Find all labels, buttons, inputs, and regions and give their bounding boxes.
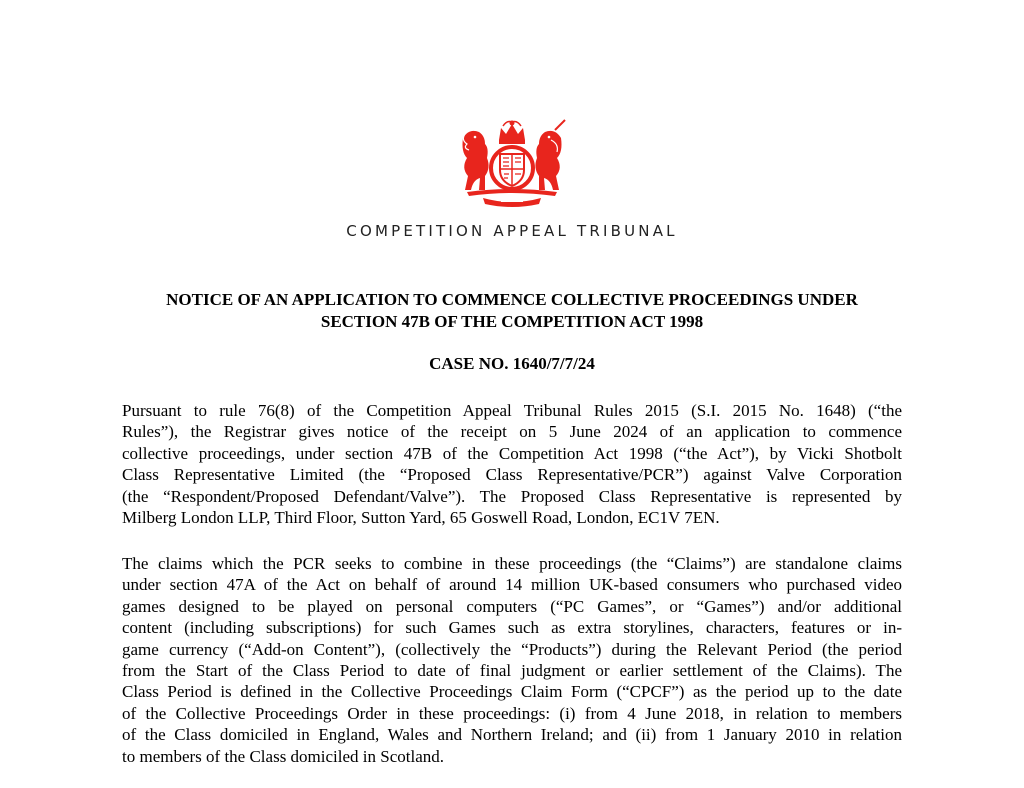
paragraph-line: Rules”), the Registrar gives notice of the receipt on 5 June 2024 of an application to commence xyxy=(122,422,902,442)
paragraph-claims-description xyxy=(122,553,902,767)
notice-title-line: NOTICE OF AN APPLICATION TO COMMENCE COLLECTIVE PROCEEDINGS UNDER xyxy=(166,290,858,309)
paragraph-line: Class Representative Limited (the “Proposed Class Representative/PCR”) against Valve Corporation xyxy=(122,465,902,485)
royal-coat-of-arms-icon xyxy=(455,118,569,208)
notice-title xyxy=(122,289,902,333)
case-number: CASE NO. 1640/7/7/24 xyxy=(429,354,595,373)
paragraph-line: to members of the Class domiciled in Scotland. xyxy=(122,746,445,766)
paragraph-line: (the “Respondent/Proposed Defendant/Valve”). The Proposed Class Representative is represented by xyxy=(122,486,902,506)
paragraph-line: game currency (“Add-on Content”), (collectively the “Products”) during the Relevant Period (the period xyxy=(122,639,902,659)
paragraph-line: games designed to be played on personal computers (“PC Games”, or “Games”) and/or additional xyxy=(122,596,902,616)
paragraph-line: of the Collective Proceedings Order in these proceedings: (i) from 4 June 2018, in relation to members xyxy=(122,703,902,723)
paragraph-line: collective proceedings, under section 47B of the Competition Act 1998 (“the Act”), by Vicki Shotbolt xyxy=(122,443,902,463)
paragraph-line: Milberg London LLP, Third Floor, Sutton Yard, 65 Goswell Road, London, EC1V 7EN. xyxy=(122,508,720,528)
paragraph-line: content (including subscriptions) for such Games such as extra storylines, characters, features or in- xyxy=(122,618,902,638)
notice-title-line: SECTION 47B OF THE COMPETITION ACT 1998 xyxy=(320,312,704,331)
paragraph-line: of the Class domiciled in England, Wales and Northern Ireland; and (ii) from 1 January 2010 in relation xyxy=(122,725,902,745)
tribunal-name: COMPETITION APPEAL TRIBUNAL xyxy=(346,222,678,240)
paragraph-line: The claims which the PCR seeks to combine in these proceedings (the “Claims”) are standalone claims xyxy=(122,554,902,573)
paragraph-application-notice xyxy=(122,400,902,528)
paragraph-line: under section 47A of the Act on behalf of around 14 million UK-based consumers who purchased video xyxy=(122,575,902,595)
paragraph-line: Class Period is defined in the Collective Proceedings Claim Form (“CPCF”) as the period up to the date xyxy=(122,682,902,702)
paragraph-line: Pursuant to rule 76(8) of the Competition Appeal Tribunal Rules 2015 (S.I. 2015 No. 1648) (“the xyxy=(122,401,902,420)
paragraph-line: from the Start of the Class Period to date of final judgment or earlier settlement of the Claims). The xyxy=(122,661,902,681)
